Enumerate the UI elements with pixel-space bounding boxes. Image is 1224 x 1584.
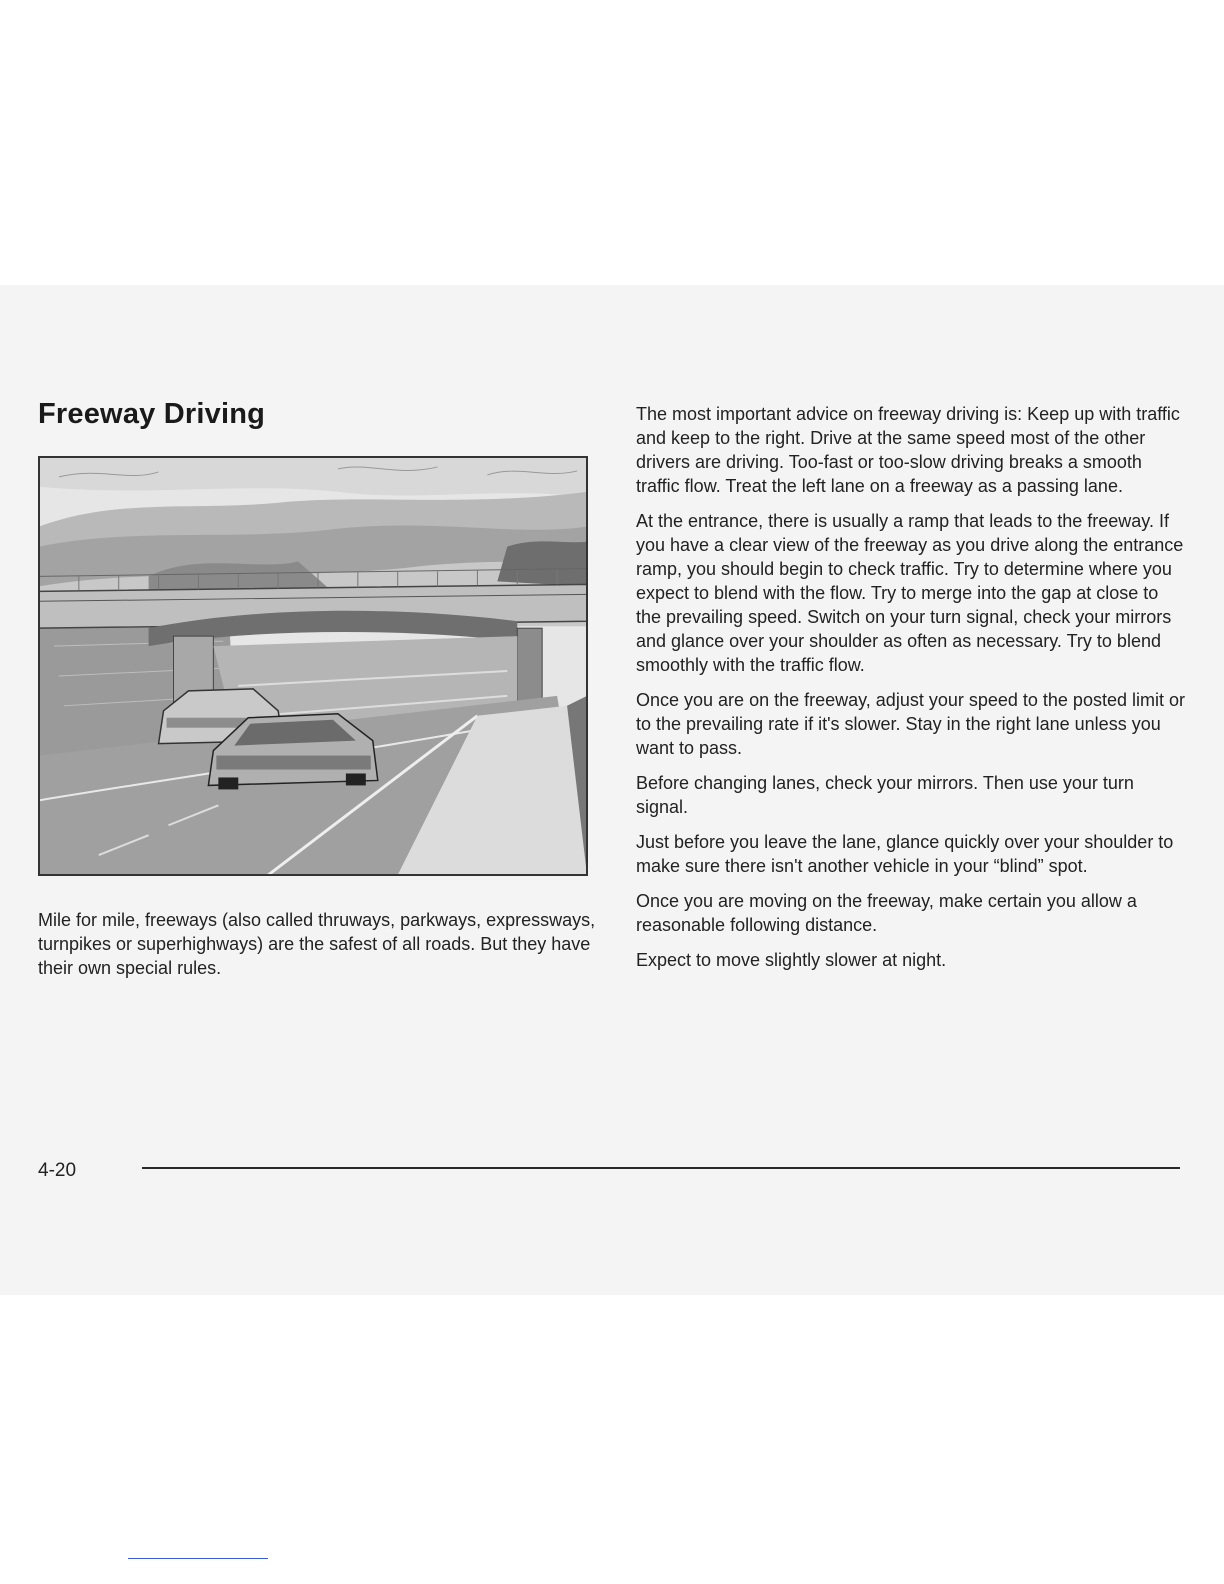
paragraph: Once you are moving on the freeway, make certain you allow a reasonable following distance. bbox=[636, 891, 1137, 935]
paragraph: Just before you leave the lane, glance quickly over your shoulder to make sure there isn't another vehicle in your “blind” spot. bbox=[636, 832, 1174, 876]
footer-rule bbox=[142, 1167, 1180, 1169]
paragraph: Once you are on the freeway, adjust your speed to the posted limit or to the prevailing rate if it's slower. Stay in the right lane unless you want to pass. bbox=[636, 690, 1185, 758]
paragraph: At the entrance, there is usually a ramp that leads to the freeway. If you have a clear view of the freeway as you drive along the entrance ramp, you should begin to check traffic. Try to determine where you expect to blend with the flow. Try to merge into the gap at close to the prevailing speed. Switch on your turn signal, check your mirrors and glance over your shoulder as often as necessary. Try to blend smoothly with the traffic flow. bbox=[636, 511, 1184, 675]
paragraph: Before changing lanes, check your mirrors. Then use your turn signal. bbox=[636, 773, 1134, 817]
freeway-illustration bbox=[38, 456, 588, 876]
freeway-drawing bbox=[39, 457, 587, 875]
link-underline[interactable] bbox=[128, 1558, 268, 1559]
paragraph: Expect to move slightly slower at night. bbox=[636, 950, 947, 970]
section-title: Freeway Driving bbox=[38, 398, 266, 430]
caption-text: Mile for mile, freeways (also called thruways, parkways, expressways, turnpikes or superhighways) are the safest of all roads. But they have their own special rules. bbox=[38, 910, 596, 978]
paragraph: The most important advice on freeway driving is: Keep up with traffic and keep to the right. Drive at the same speed most of the other drivers are driving. Too-fast or too-slow driving breaks a smooth traffic flow. Treat the left lane on a freeway as a passing lane. bbox=[636, 404, 1180, 496]
body-text-column bbox=[636, 402, 1186, 983]
page-number: 4-20 bbox=[38, 1160, 77, 1181]
